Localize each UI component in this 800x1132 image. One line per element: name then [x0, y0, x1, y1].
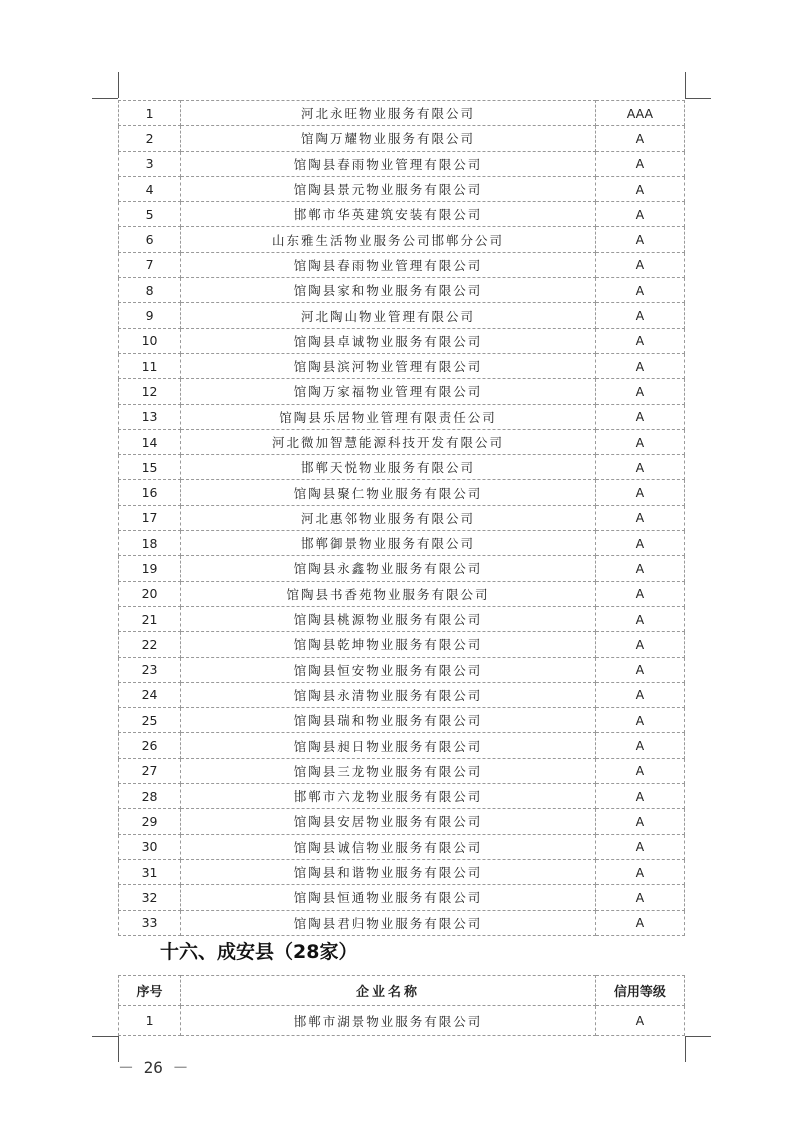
cell-number: 5 — [119, 202, 181, 227]
cell-credit-rating: A — [595, 632, 684, 657]
cell-credit-rating: A — [595, 758, 684, 783]
cell-credit-rating: A — [595, 455, 684, 480]
cell-company-name: 邯郸天悦物业服务有限公司 — [181, 455, 596, 480]
cell-company-name: 馆陶县君归物业服务有限公司 — [181, 910, 596, 935]
cell-company-name: 河北惠邻物业服务有限公司 — [181, 505, 596, 530]
cell-credit-rating: A — [595, 1006, 684, 1036]
cell-credit-rating: A — [595, 809, 684, 834]
table-row — [119, 531, 685, 556]
cell-company-name: 馆陶县三龙物业服务有限公司 — [181, 758, 596, 783]
cell-credit-rating: AAA — [595, 101, 684, 126]
cell-number: 14 — [119, 429, 181, 454]
cell-number: 22 — [119, 632, 181, 657]
cell-credit-rating: A — [595, 328, 684, 353]
cell-company-name: 馆陶县卓诚物业服务有限公司 — [181, 328, 596, 353]
cell-company-name: 馆陶县永鑫物业服务有限公司 — [181, 556, 596, 581]
cell-credit-rating: A — [595, 682, 684, 707]
table-row — [119, 657, 685, 682]
cell-number: 13 — [119, 404, 181, 429]
cell-number: 18 — [119, 531, 181, 556]
chengan-credit-table — [118, 975, 685, 1036]
cell-number: 15 — [119, 455, 181, 480]
cell-company-name: 馆陶县恒安物业服务有限公司 — [181, 657, 596, 682]
cell-number: 29 — [119, 809, 181, 834]
table-row — [119, 303, 685, 328]
cell-credit-rating: A — [595, 834, 684, 859]
cell-company-name: 馆陶县永清物业服务有限公司 — [181, 682, 596, 707]
cell-credit-rating: A — [595, 480, 684, 505]
table-row — [119, 429, 685, 454]
chengan-credit-table-body — [119, 1006, 685, 1036]
table-row — [119, 101, 685, 126]
cell-company-name: 馆陶县聚仁物业服务有限公司 — [181, 480, 596, 505]
table-row — [119, 176, 685, 201]
cell-company-name: 邯郸市湖景物业服务有限公司 — [181, 1006, 596, 1036]
cell-company-name: 馆陶县诚信物业服务有限公司 — [181, 834, 596, 859]
cell-number: 33 — [119, 910, 181, 935]
cell-number: 9 — [119, 303, 181, 328]
table-row — [119, 126, 685, 151]
cell-number: 2 — [119, 126, 181, 151]
table-row — [119, 910, 685, 935]
cell-number: 23 — [119, 657, 181, 682]
cell-company-name: 邯郸御景物业服务有限公司 — [181, 531, 596, 556]
cell-company-name: 馆陶县乐居物业管理有限责任公司 — [181, 404, 596, 429]
company-credit-table — [118, 100, 685, 936]
cell-company-name: 河北永旺物业服务有限公司 — [181, 101, 596, 126]
cell-credit-rating: A — [595, 176, 684, 201]
cell-company-name: 馆陶县春雨物业管理有限公司 — [181, 252, 596, 277]
cell-company-name: 馆陶县春雨物业管理有限公司 — [181, 151, 596, 176]
header-name: 企业名称 — [181, 976, 596, 1006]
cell-company-name: 馆陶万耀物业服务有限公司 — [181, 126, 596, 151]
section-title: 十六、成安县（28家） — [160, 941, 358, 963]
cell-company-name: 邯郸市华英建筑安装有限公司 — [181, 202, 596, 227]
cell-number: 25 — [119, 708, 181, 733]
cell-number: 28 — [119, 784, 181, 809]
cell-credit-rating: A — [595, 505, 684, 530]
cell-company-name: 河北微加智慧能源科技开发有限公司 — [181, 429, 596, 454]
cell-number: 24 — [119, 682, 181, 707]
table-row — [119, 227, 685, 252]
table-row — [119, 1006, 685, 1036]
cell-credit-rating: A — [595, 227, 684, 252]
crop-mark-top-left-v — [118, 72, 119, 98]
cell-credit-rating: A — [595, 252, 684, 277]
header-no: 序号 — [119, 976, 181, 1006]
cell-number: 27 — [119, 758, 181, 783]
table-row — [119, 455, 685, 480]
cell-number: 31 — [119, 859, 181, 884]
table-row — [119, 404, 685, 429]
cell-company-name: 馆陶县安居物业服务有限公司 — [181, 809, 596, 834]
cell-credit-rating: A — [595, 379, 684, 404]
cell-credit-rating: A — [595, 606, 684, 631]
table-row — [119, 885, 685, 910]
cell-credit-rating: A — [595, 353, 684, 378]
company-credit-table-body — [119, 101, 685, 936]
cell-credit-rating: A — [595, 202, 684, 227]
cell-credit-rating: A — [595, 151, 684, 176]
cell-number: 17 — [119, 505, 181, 530]
cell-company-name: 馆陶县昶日物业服务有限公司 — [181, 733, 596, 758]
cell-company-name: 馆陶县和谐物业服务有限公司 — [181, 859, 596, 884]
table-row — [119, 733, 685, 758]
table-row — [119, 151, 685, 176]
cell-credit-rating: A — [595, 126, 684, 151]
cell-company-name: 馆陶县景元物业服务有限公司 — [181, 176, 596, 201]
table-row — [119, 278, 685, 303]
cell-credit-rating: A — [595, 708, 684, 733]
table-row — [119, 859, 685, 884]
cell-company-name: 馆陶万家福物业管理有限公司 — [181, 379, 596, 404]
cell-number: 19 — [119, 556, 181, 581]
cell-number: 21 — [119, 606, 181, 631]
cell-number: 12 — [119, 379, 181, 404]
header-rating: 信用等级 — [595, 976, 684, 1006]
table-row — [119, 252, 685, 277]
cell-credit-rating: A — [595, 556, 684, 581]
cell-number: 32 — [119, 885, 181, 910]
cell-credit-rating: A — [595, 859, 684, 884]
cell-company-name: 馆陶县滨河物业管理有限公司 — [181, 353, 596, 378]
table-row — [119, 379, 685, 404]
cell-number: 1 — [119, 1006, 181, 1036]
cell-company-name: 山东雅生活物业服务公司邯郸分公司 — [181, 227, 596, 252]
table-row — [119, 328, 685, 353]
crop-mark-top-left-h — [92, 98, 118, 99]
cell-number: 10 — [119, 328, 181, 353]
page-number: － 26 － — [118, 1058, 189, 1077]
table-header-row — [119, 976, 685, 1006]
crop-mark-bottom-right-h — [685, 1036, 711, 1037]
table-row — [119, 480, 685, 505]
cell-number: 11 — [119, 353, 181, 378]
table-row — [119, 202, 685, 227]
cell-credit-rating: A — [595, 531, 684, 556]
cell-credit-rating: A — [595, 278, 684, 303]
cell-credit-rating: A — [595, 429, 684, 454]
table-row — [119, 606, 685, 631]
cell-credit-rating: A — [595, 733, 684, 758]
cell-company-name: 馆陶县瑞和物业服务有限公司 — [181, 708, 596, 733]
cell-number: 20 — [119, 581, 181, 606]
cell-company-name: 河北陶山物业管理有限公司 — [181, 303, 596, 328]
cell-number: 3 — [119, 151, 181, 176]
cell-credit-rating: A — [595, 885, 684, 910]
cell-number: 1 — [119, 101, 181, 126]
table-row — [119, 632, 685, 657]
table-row — [119, 505, 685, 530]
cell-number: 30 — [119, 834, 181, 859]
crop-mark-top-right-h — [685, 98, 711, 99]
table-row — [119, 708, 685, 733]
crop-mark-bottom-right-v — [685, 1036, 686, 1062]
table-row — [119, 834, 685, 859]
table-row — [119, 353, 685, 378]
cell-company-name: 邯郸市六龙物业服务有限公司 — [181, 784, 596, 809]
cell-credit-rating: A — [595, 581, 684, 606]
cell-company-name: 馆陶县书香苑物业服务有限公司 — [181, 581, 596, 606]
table-row — [119, 556, 685, 581]
cell-credit-rating: A — [595, 404, 684, 429]
table-row — [119, 682, 685, 707]
crop-mark-top-right-v — [685, 72, 686, 98]
table-row — [119, 581, 685, 606]
cell-credit-rating: A — [595, 784, 684, 809]
cell-number: 6 — [119, 227, 181, 252]
crop-mark-bottom-left-h — [92, 1036, 118, 1037]
cell-company-name: 馆陶县家和物业服务有限公司 — [181, 278, 596, 303]
table-row — [119, 758, 685, 783]
cell-credit-rating: A — [595, 910, 684, 935]
cell-credit-rating: A — [595, 303, 684, 328]
table-row — [119, 784, 685, 809]
cell-number: 7 — [119, 252, 181, 277]
cell-company-name: 馆陶县桃源物业服务有限公司 — [181, 606, 596, 631]
cell-company-name: 馆陶县乾坤物业服务有限公司 — [181, 632, 596, 657]
table-row — [119, 809, 685, 834]
cell-credit-rating: A — [595, 657, 684, 682]
cell-company-name: 馆陶县恒通物业服务有限公司 — [181, 885, 596, 910]
cell-number: 26 — [119, 733, 181, 758]
cell-number: 4 — [119, 176, 181, 201]
cell-number: 16 — [119, 480, 181, 505]
cell-number: 8 — [119, 278, 181, 303]
